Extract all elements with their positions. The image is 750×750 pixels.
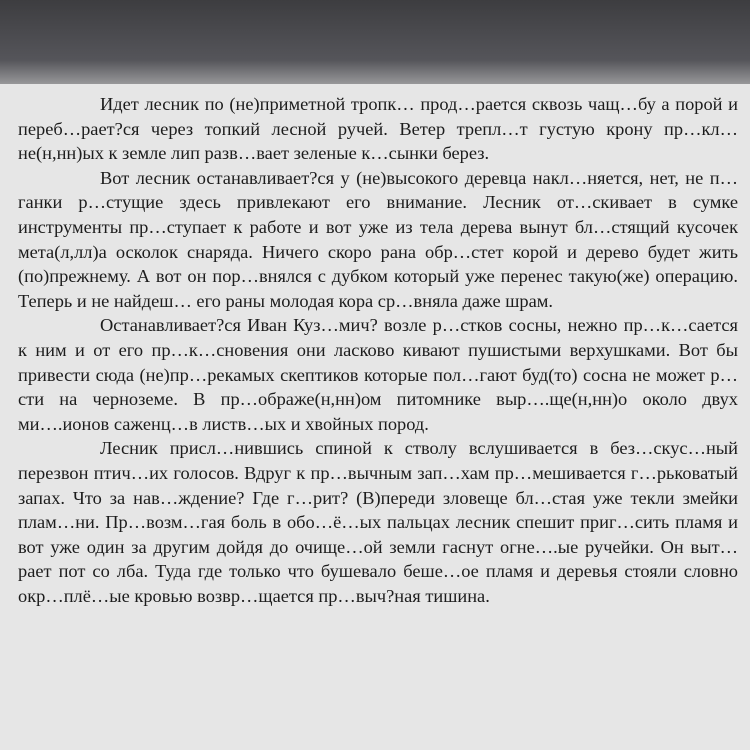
- exercise-text: [18, 92, 738, 608]
- paragraph-1: Идет лесник по (не)приметной тропк… прод…рается сквозь чащ…бу а порой и переб…рает?ся через топкий лесной ручей. Ветер трепл…т густую крону пр…кл…не(н,нн)ых к земле лип разв…вает зеленые к…сынки берез.: [18, 94, 738, 164]
- paragraph-4: Лесник присл…нившись спиной к стволу вслушивается в без…скус…ный перезвон птич…их голосов. Вдруг к пр…вычным зап…хам пр…мешивается г…рьковатый запах. Что за нав…ждение? Где г…рит? (В)переди зловеще бл…стая уже текли змейки плам…ни. Пр…возм…гая боль в обо…ё…ых пальцах лесник спешит приг…сить пламя и вот уже один за другим дойдя до очище…ой земли гаснут огне….ые ручейки. Он выт…рает пот со лба. Туда где только что бушевало беше…ое пламя и деревья стояли словно окр…плё…ые кровью возвр…щается пр…выч?ная тишина.: [18, 438, 738, 606]
- paragraph-2: Вот лесник останавливает?ся у (не)высокого деревца накл…няется, нет, не п…ганки р…стущие здесь привлекают его внимание. Лесник от…скивает в сумке инструменты пр…ступает к работе и вот уже из тела дерева вынут бл…стящий кусочек мета(л,лл)а осколок снаряда. Ничего скоро рана обр…стет корой и дерево будет жить (по)прежнему. А вот он пор…внялся с дубком который уже перенес такую(же) операцию. Теперь и не найдеш… его раны молодая кора ср…вняла даже шрам.: [18, 167, 738, 311]
- paragraph-3: Останавливает?ся Иван Куз…мич? возле р…стков сосны, нежно пр…к…сается к ним и от его пр…к…сновения они ласково кивают пушистыми верхушками. Вот бы привести сюда (не)пр…рекамых скептиков которые пол…гают буд(то) сосна не может р…сти на черноземе. В пр…ображе(н,нн)ом питомнике выр….ще(н,нн)о около двух ми….ионов саженц…в листв…ых и хвойных пород.: [18, 315, 738, 434]
